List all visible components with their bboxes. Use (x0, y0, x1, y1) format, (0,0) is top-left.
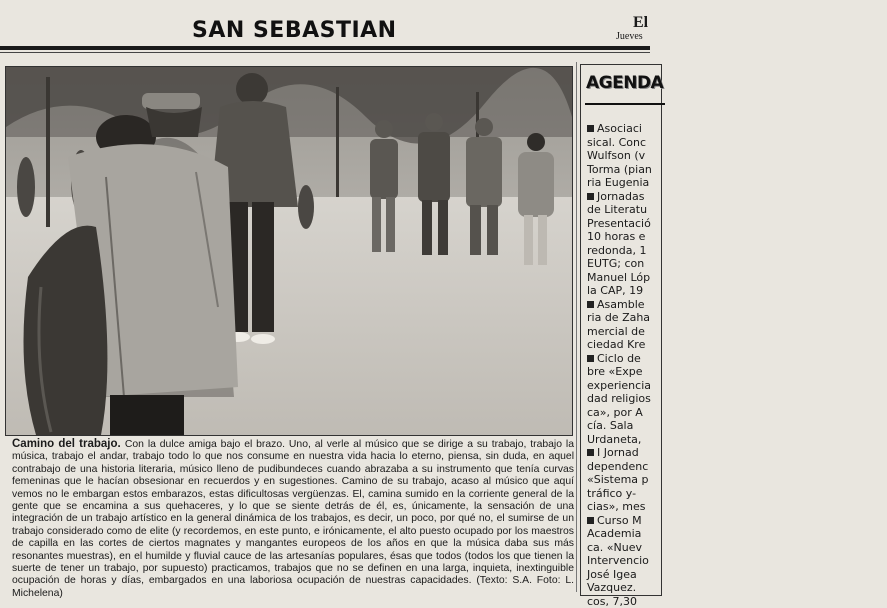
agenda-line-text: ria Eugenia (587, 176, 649, 189)
agenda-line (587, 122, 887, 136)
agenda-line (587, 149, 887, 163)
square-bullet-icon (587, 301, 594, 308)
agenda-line (587, 284, 887, 298)
agenda-line (587, 514, 887, 528)
agenda-line-text: Presentació (587, 217, 651, 230)
street-scene-photo (6, 67, 572, 435)
agenda-line (587, 500, 887, 514)
agenda-line-text: Ciclo de (597, 352, 641, 365)
agenda-line-text: redonda, 1 (587, 244, 646, 257)
agenda-line-text: cía. Sala (587, 419, 633, 432)
agenda-line-text: sical. Conc (587, 136, 646, 149)
caption-line-6: camina sumido en la corriente general de la gente que se encamina a sus quehaceres, y lo que se siente detrás (12, 489, 574, 512)
agenda-line-text: ca», por A (587, 406, 643, 419)
agenda-line-text: «Sistema p (587, 473, 649, 486)
header-rule-thick (0, 46, 650, 50)
news-photo (5, 66, 573, 436)
agenda-line (587, 352, 887, 366)
agenda-line-text: dad religios (587, 392, 651, 405)
caption-line-7: de él, es, únicamente, la sensación de una integración de un trabajo artístico en la general dinámica de los (12, 501, 574, 524)
agenda-line (587, 244, 887, 258)
masthead-date: Jueves (616, 31, 643, 42)
column-divider (576, 62, 577, 592)
agenda-line (587, 257, 887, 271)
square-bullet-icon (587, 193, 594, 200)
agenda-line (587, 595, 887, 608)
caption-line-12: supuesto) practicamos, trabajos que no se definen en una larga, inquieta, inextinguible ocupación de horas y (12, 563, 574, 586)
agenda-line (587, 203, 887, 217)
agenda-line (587, 136, 887, 150)
agenda-line-text: Asamble (597, 298, 645, 311)
agenda-line (587, 392, 887, 406)
agenda-line (587, 365, 887, 379)
header-rule-thin (0, 52, 650, 53)
agenda-line-text: Intervencio (587, 554, 649, 567)
section-title: SAN SEBASTIAN (192, 18, 397, 43)
agenda-line (587, 379, 887, 393)
agenda-line (587, 338, 887, 352)
agenda-line-text: ciedad Kre (587, 338, 645, 351)
agenda-list (587, 122, 887, 608)
caption-line-11: cauce de las artesanías populares, ésas que todos (todos los que tienen la suerte de tener un trabajo, por (12, 551, 574, 574)
caption-line-9: este punto, e irónicamente, el alto puesto ocupado por los maestros de capilla en las cortes de ciertos magnates (12, 526, 574, 549)
agenda-column (580, 64, 662, 596)
caption-lead: Camino del trabajo. (12, 438, 125, 450)
agenda-line (587, 541, 887, 555)
agenda-line (587, 325, 887, 339)
caption-line-3: duda, en aquel contrabajo de una historia literaria, músico lleno de pudibundeces cuando abrazaba a su (12, 451, 574, 474)
square-bullet-icon (587, 355, 594, 362)
caption-line-8: trabajos, es decir, un poco, por qué no, el sumirse de un trabajo considerado como de elite (y recordemos, en (12, 513, 574, 536)
agenda-rule (585, 103, 665, 105)
agenda-line-text: Wulfson (v (587, 149, 645, 162)
caption-line-10: y mangantes europeos de los años en que la música daba sus más resonantes muestras), en el humilde y fluvial (12, 538, 574, 561)
agenda-line-text: cias», mes (587, 500, 646, 513)
agenda-line-text: Manuel Lóp (587, 271, 650, 284)
agenda-line (587, 581, 887, 595)
agenda-line (587, 460, 887, 474)
agenda-line (587, 568, 887, 582)
agenda-line-text: Jornadas (597, 190, 644, 203)
agenda-line-text: Academia (587, 527, 641, 540)
agenda-line (587, 311, 887, 325)
masthead-fragment: El (633, 14, 648, 32)
agenda-title: AGENDA (586, 73, 663, 93)
agenda-line-text: de Literatu (587, 203, 647, 216)
agenda-line-text: cos, 7,30 (587, 595, 637, 608)
agenda-line-text: Torma (pian (587, 163, 652, 176)
agenda-line-text: Asociaci (597, 122, 642, 135)
caption-line-13: días, embargados en una laboriosa ocupación de nuestras capacidades. (Texto: S.A. Foto: L. Michelena) (12, 575, 574, 598)
agenda-line (587, 230, 887, 244)
agenda-line (587, 271, 887, 285)
agenda-line (587, 446, 887, 460)
agenda-line (587, 527, 887, 541)
agenda-line (587, 487, 887, 501)
caption-line-1: Con la dulce amiga bajo el brazo. Uno, al verle al músico que se dirige a su trabajo, (125, 439, 530, 450)
square-bullet-icon (587, 517, 594, 524)
agenda-line-text: bre «Expe (587, 365, 642, 378)
agenda-line-text: mercial de (587, 325, 645, 338)
agenda-line (587, 406, 887, 420)
agenda-line (587, 473, 887, 487)
agenda-line (587, 298, 887, 312)
agenda-line-text: Vazquez. (587, 581, 636, 594)
agenda-line (587, 163, 887, 177)
square-bullet-icon (587, 449, 594, 456)
photo-caption (12, 438, 574, 600)
agenda-line (587, 433, 887, 447)
agenda-line-text: ca. «Nuev (587, 541, 642, 554)
agenda-line-text: EUTG; con (587, 257, 644, 270)
agenda-line-text: Urdaneta, (587, 433, 641, 446)
agenda-line-text: tráfico y- (587, 487, 636, 500)
agenda-line-text: dependenc (587, 460, 648, 473)
square-bullet-icon (587, 125, 594, 132)
agenda-line-text: I Jornad (597, 446, 639, 459)
caption-line-5: trabajo, acaso al músico que aquí vemos no le embargan estos embarazos, estas dificultosas vergüenzas. El, (12, 476, 574, 499)
agenda-line-text: José Igea (587, 568, 637, 581)
agenda-line-text: la CAP, 19 (587, 284, 643, 297)
agenda-line (587, 419, 887, 433)
agenda-line-text: 10 horas e (587, 230, 645, 243)
agenda-line (587, 176, 887, 190)
agenda-line (587, 554, 887, 568)
agenda-line (587, 217, 887, 231)
agenda-line-text: experiencia (587, 379, 651, 392)
caption-line-2: trabajo la música, trabajo el andar, trabajo todo lo que nos consume en nuestra vida hacia lo eterno, piensa, sin (12, 439, 574, 462)
agenda-line-text: Curso M (597, 514, 642, 527)
agenda-line-text: ria de Zaha (587, 311, 650, 324)
caption-line-4: instrumento que tenía curvas femeninas que le hacían obsesionar en recuerdos y en sugestiones. Camino de su (12, 464, 574, 487)
agenda-line (587, 190, 887, 204)
